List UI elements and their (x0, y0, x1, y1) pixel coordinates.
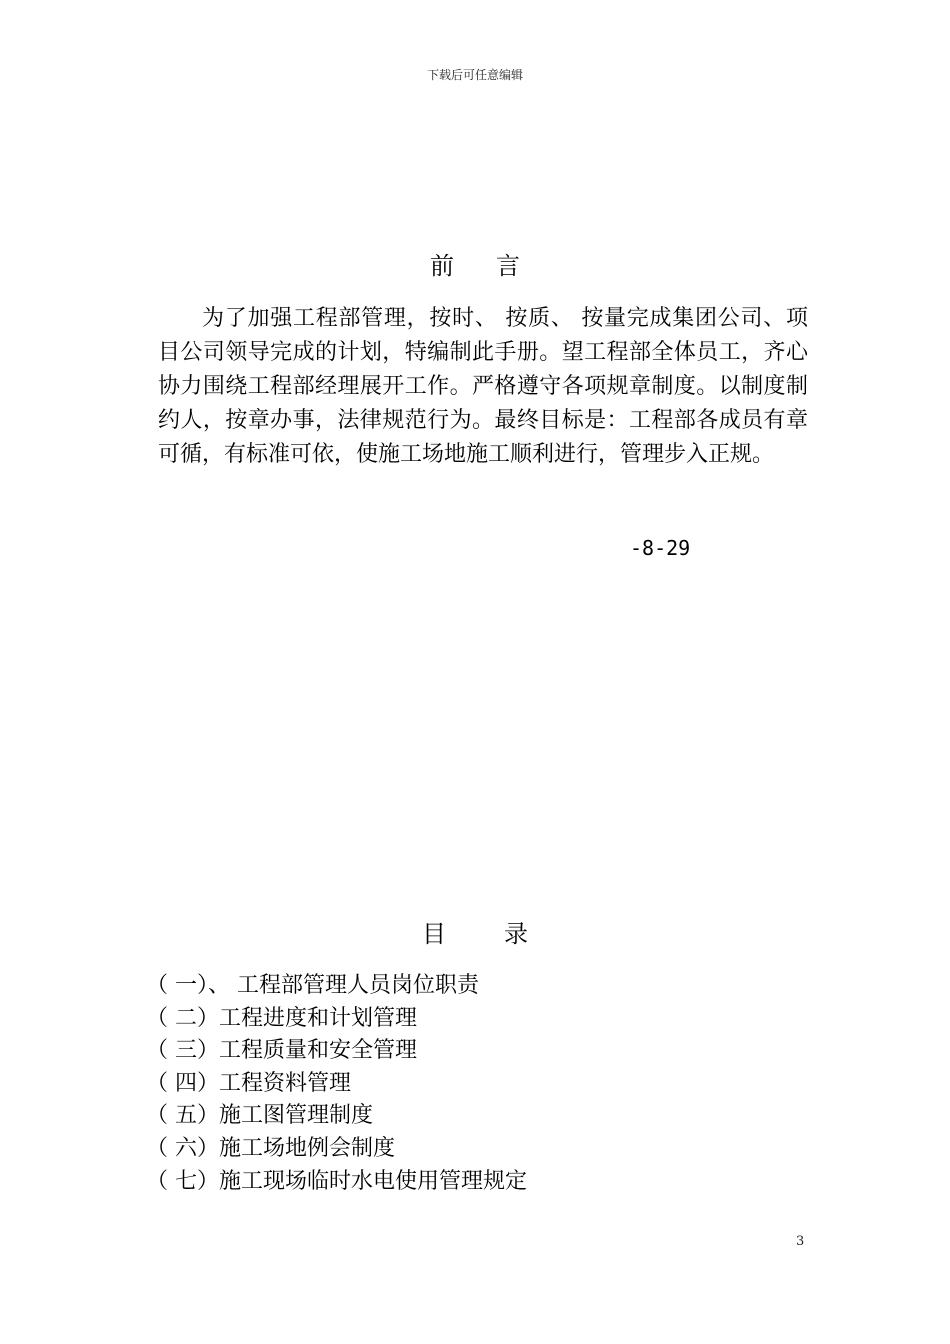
preface-body: 为了加强工程部管理，按时、 按质、 按量完成集团公司、项目公司领导完成的计划，特编制此手册。望工程部全体员工，齐心协力围绕工程部经理展开工作。严格遵守各项规章制度。以制度制约人，按章办事，法律规范行为。最终目标是：工程部各成员有章可循，有标准可依，使施工场地施工顺利进行，管理步入正规。 (158, 306, 808, 467)
header-note: 下载后可任意编辑 (426, 68, 523, 82)
toc-item: （ 二）工程进度和计划管理 (146, 1005, 417, 1031)
toc-item: （ 一）、 工程部管理人员岗位职责 (146, 973, 479, 998)
preface-date: -8-29 (630, 536, 691, 560)
toc-item: （ 五）施工图管理制度 (146, 1103, 373, 1129)
toc-title-char-1: 目 (422, 920, 446, 948)
preface-title (0, 246, 950, 281)
toc-item: （ 六）施工场地例会制度 (146, 1135, 395, 1161)
toc-list (146, 970, 527, 1198)
toc-title-char-2: 录 (504, 920, 528, 948)
toc-item: （ 七）施工现场临时水电使用管理规定 (146, 1168, 527, 1194)
page-number: 3 (796, 1234, 805, 1249)
toc-item: （ 四）工程资料管理 (146, 1070, 351, 1096)
toc-item: （ 三）工程质量和安全管理 (146, 1038, 417, 1064)
preface-title-char-1: 前 (430, 252, 454, 280)
preface-title-char-2: 言 (496, 252, 520, 280)
toc-title (0, 914, 950, 949)
